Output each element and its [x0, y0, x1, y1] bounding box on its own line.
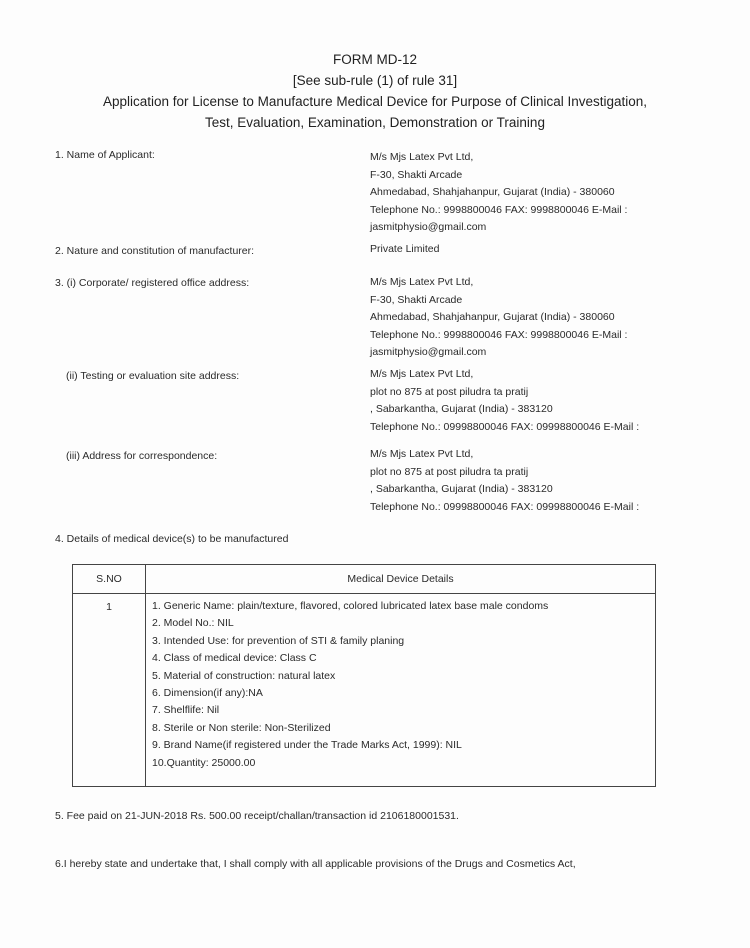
column-header-sno: S.NO: [73, 565, 146, 594]
address-line: Telephone No.: 9998800046 FAX: 9998800046 E-Mail :: [370, 328, 628, 341]
address-line: Telephone No.: 09998800046 FAX: 09998800046 E-Mail :: [370, 420, 640, 433]
detail-line: 5. Material of construction: natural latex: [152, 669, 336, 682]
undertaking-statement: 6.I hereby state and undertake that, I shall comply with all applicable provisions of the Drugs and Cosmetics Act,: [55, 858, 576, 870]
detail-line: 2. Model No.: NIL: [152, 617, 234, 630]
address-line: M/s Mjs Latex Pvt Ltd,: [370, 276, 474, 288]
table-header-row: [73, 565, 656, 594]
nature-text: Private Limited: [370, 243, 440, 255]
address-line: M/s Mjs Latex Pvt Ltd,: [370, 448, 474, 460]
nature-label: 2. Nature and constitution of manufacturer:: [55, 245, 255, 257]
address-line: , Sabarkantha, Gujarat (India) - 383120: [370, 403, 553, 415]
address-line: Ahmedabad, Shahjahanpur, Gujarat (India) - 380060: [370, 186, 615, 198]
correspondence-address: [370, 446, 639, 516]
address-line: F-30, Shakti Arcade: [370, 293, 463, 306]
column-header-details: Medical Device Details: [146, 565, 656, 594]
address-line: Telephone No.: 9998800046 FAX: 9998800046 E-Mail :: [370, 203, 628, 216]
testing-site-address: [370, 366, 639, 436]
form-title-line1: Application for License to Manufacture Medical Device for Purpose of Clinical Investigation,: [102, 94, 648, 109]
address-line: , Sabarkantha, Gujarat (India) - 383120: [370, 483, 553, 495]
address-line: F-30, Shakti Arcade: [370, 168, 463, 181]
form-number: FORM MD-12: [333, 52, 417, 67]
sno-cell: 1: [73, 594, 146, 787]
table-row: [73, 594, 656, 787]
address-line: jasmitphysio@gmail.com: [370, 346, 487, 358]
address-line: M/s Mjs Latex Pvt Ltd,: [370, 151, 474, 163]
form-title-line2: Test, Evaluation, Examination, Demonstration or Training: [205, 115, 545, 130]
device-details-table: [72, 564, 656, 787]
testing-site-label: (ii) Testing or evaluation site address:: [66, 370, 240, 382]
address-line: M/s Mjs Latex Pvt Ltd,: [370, 368, 474, 380]
rule-reference: [See sub-rule (1) of rule 31]: [292, 73, 458, 88]
detail-line: 9. Brand Name(if registered under the Trade Marks Act, 1999): NIL: [152, 739, 462, 752]
address-line: plot no 875 at post piludra ta pratij: [370, 385, 529, 398]
address-line: jasmitphysio@gmail.com: [370, 221, 487, 233]
address-line: Telephone No.: 09998800046 FAX: 09998800046 E-Mail :: [370, 500, 640, 513]
detail-line: 3. Intended Use: for prevention of STI & family planing: [152, 634, 405, 647]
correspondence-label: (iii) Address for correspondence:: [66, 450, 218, 462]
address-line: Ahmedabad, Shahjahanpur, Gujarat (India) - 380060: [370, 311, 615, 323]
detail-line: 7. Shelflife: Nil: [152, 704, 220, 717]
devices-label: 4. Details of medical device(s) to be manufactured: [55, 533, 289, 545]
nature-value: [370, 241, 439, 259]
corporate-address: [370, 274, 627, 362]
applicant-address: [370, 149, 627, 237]
address-line: plot no 875 at post piludra ta pratij: [370, 465, 529, 478]
details-cell: [146, 594, 656, 787]
applicant-label: 1. Name of Applicant:: [55, 149, 155, 161]
detail-line: 1. Generic Name: plain/texture, flavored, colored lubricated latex base male condoms: [152, 600, 549, 612]
detail-line: 6. Dimension(if any):NA: [152, 686, 263, 699]
fee-statement: 5. Fee paid on 21-JUN-2018 Rs. 500.00 receipt/challan/transaction id 2106180001531.: [55, 810, 459, 822]
detail-line: 10.Quantity: 25000.00: [152, 756, 256, 769]
detail-line: 8. Sterile or Non sterile: Non-Sterilized: [152, 721, 331, 734]
corporate-address-label: 3. (i) Corporate/ registered office address:: [55, 277, 250, 289]
detail-line: 4. Class of medical device: Class C: [152, 652, 317, 665]
